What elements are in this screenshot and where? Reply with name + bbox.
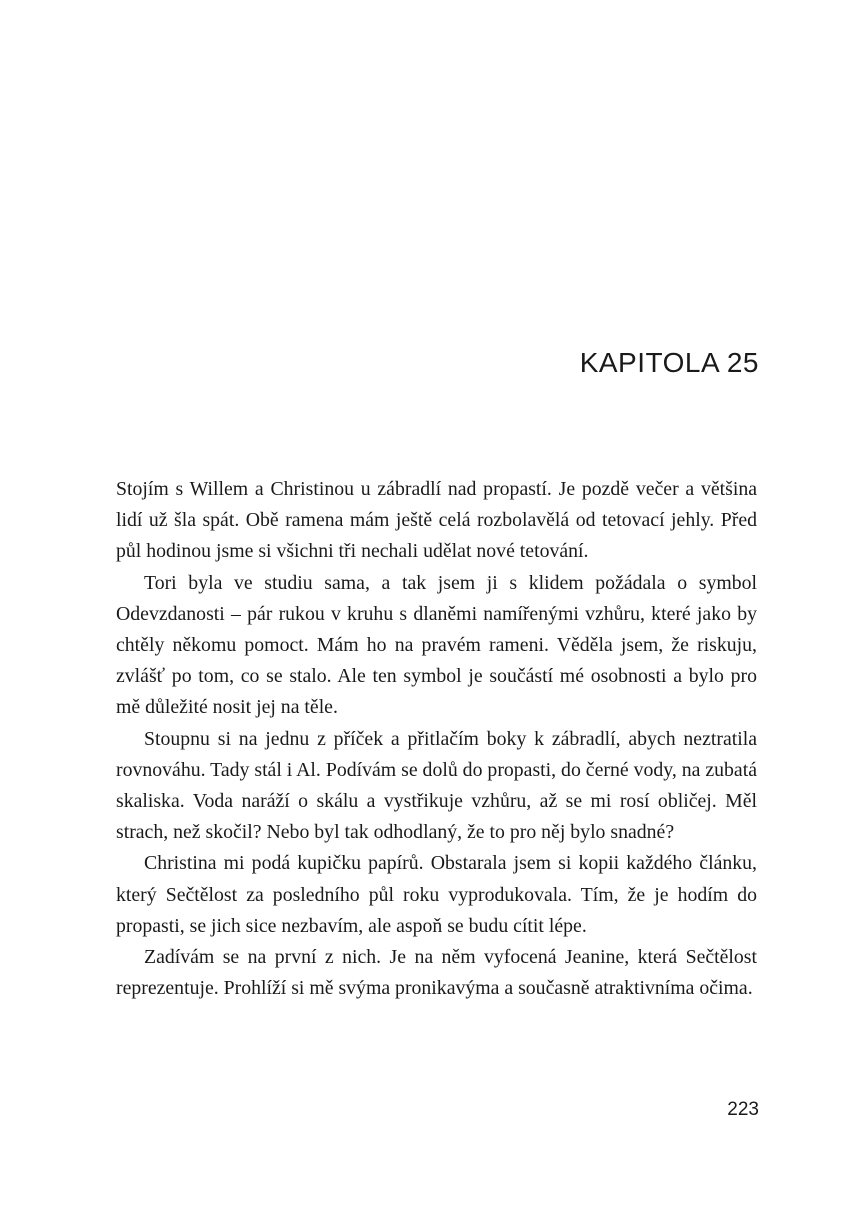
paragraph: Stoupnu si na jednu z příček a přitlačím boky k zábradlí, abych neztratila rovnováhu. Tady stál i Al. Podívám se dolů do propasti, do černé vody, na zubatá skaliska. Voda naráží o skálu a vystřikuje vzhůru, až se mi rosí obličej. Měl strach, než skočil? Nebo byl tak odhodlaný, že to pro něj bylo snadné? <box>116 727 757 844</box>
paragraph: Zadívám se na první z nich. Je na něm vyfocená Jeanine, která Sečtělost reprezentuje. Prohlíží si mě svýma pronikavýma a současně atraktivníma očima. <box>116 946 757 1000</box>
page-number: 223 <box>727 1099 759 1120</box>
paragraph: Stojím s Willem a Christinou u zábradlí nad propastí. Je pozdě večer a většina lidí už šla spát. Obě ramena mám ještě celá rozbolavělá od tetovací jehly. Před půl hodinou jsme si všichni tři nechali udělat nové tetování. <box>116 478 757 563</box>
chapter-heading: KAPITOLA 25 <box>579 347 759 378</box>
paragraph: Tori byla ve studiu sama, a tak jsem ji s klidem požádala o symbol Odevzdanosti – pár rukou v kruhu s dlaněmi namířenými vzhůru, které jako by chtěly někomu pomoct. Mám ho na pravém rameni. Věděla jsem, že riskuju, zvlášť po tom, co se stalo. Ale ten symbol je součástí mé osobnosti a bylo pro mě důležité nosit jej na těle. <box>116 571 757 719</box>
chapter-body <box>116 474 757 1004</box>
paragraph: Christina mi podá kupičku papírů. Obstarala jsem si kopii každého článku, který Sečtělost za posledního půl roku vyprodukovala. Tím, že je hodím do propasti, se jich sice nezbavím, ale aspoň se budu cítit lépe. <box>116 852 757 937</box>
